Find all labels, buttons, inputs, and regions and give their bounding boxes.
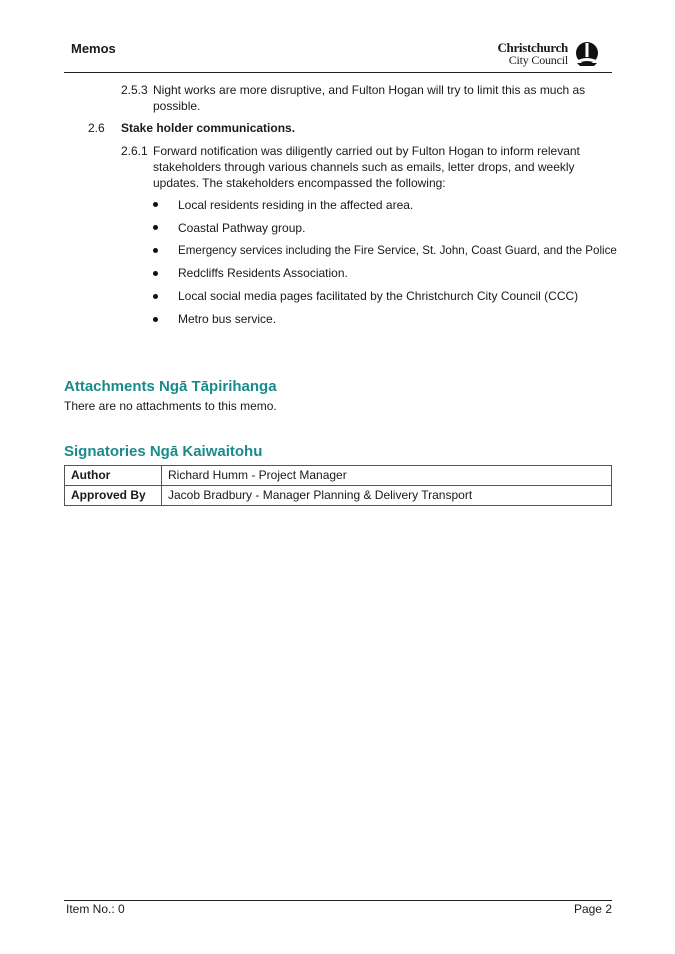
cathedral-icon <box>574 41 600 67</box>
list-item: Metro bus service. <box>178 312 277 326</box>
bullet-icon <box>153 248 158 253</box>
signatory-name: Jacob Bradbury - Manager Planning & Delivery Transport <box>162 486 612 506</box>
table-row <box>65 486 612 506</box>
signatory-role: Approved By <box>65 486 162 506</box>
bullet-icon <box>153 202 158 207</box>
list-item: Emergency services including the Fire Service, St. John, Coast Guard, and the Police <box>178 244 617 257</box>
list-item: Local residents residing in the affected area. <box>178 198 414 212</box>
section-text-line: updates. The stakeholders encompassed the following: <box>153 176 446 190</box>
logo-line1: Christchurch <box>497 40 568 55</box>
header-divider <box>64 72 612 73</box>
section-text-line: possible. <box>153 99 201 113</box>
section-text-line: Forward notification was diligently carried out by Fulton Hogan to inform relevant <box>153 144 580 158</box>
page-number: Page 2 <box>573 902 612 916</box>
council-logo <box>498 40 600 68</box>
footer-divider <box>64 900 612 901</box>
list-item: Redcliffs Residents Association. <box>178 266 348 280</box>
section-number: 2.5.3 <box>121 83 148 97</box>
section-number: 2.6.1 <box>121 144 148 158</box>
section-text-line: stakeholders through various channels such as emails, letter drops, and weekly <box>153 160 575 174</box>
attachments-heading: Attachments Ngā Tāpirihanga <box>64 378 277 395</box>
signatories-heading: Signatories Ngā Kaiwaitohu <box>64 443 263 460</box>
item-number: Item No.: 0 <box>66 902 125 916</box>
signatory-name: Richard Humm - Project Manager <box>162 466 612 486</box>
logo-line2: City Council <box>508 53 568 67</box>
table-row <box>65 466 612 486</box>
section-number: 2.6 <box>88 121 105 135</box>
attachments-text: There are no attachments to this memo. <box>64 399 277 413</box>
section-text-line: Night works are more disruptive, and Fulton Hogan will try to limit this as much as <box>153 83 586 97</box>
bullet-icon <box>153 294 158 299</box>
bullet-icon <box>153 271 158 276</box>
header-title: Memos <box>71 41 116 56</box>
signatory-role: Author <box>65 466 162 486</box>
section-title: Stake holder communications. <box>121 121 296 135</box>
list-item: Coastal Pathway group. <box>178 221 306 235</box>
signatories-table <box>64 465 612 506</box>
bullet-icon <box>153 225 158 230</box>
bullet-icon <box>153 317 158 322</box>
list-item: Local social media pages facilitated by the Christchurch City Council (CCC) <box>178 289 579 303</box>
